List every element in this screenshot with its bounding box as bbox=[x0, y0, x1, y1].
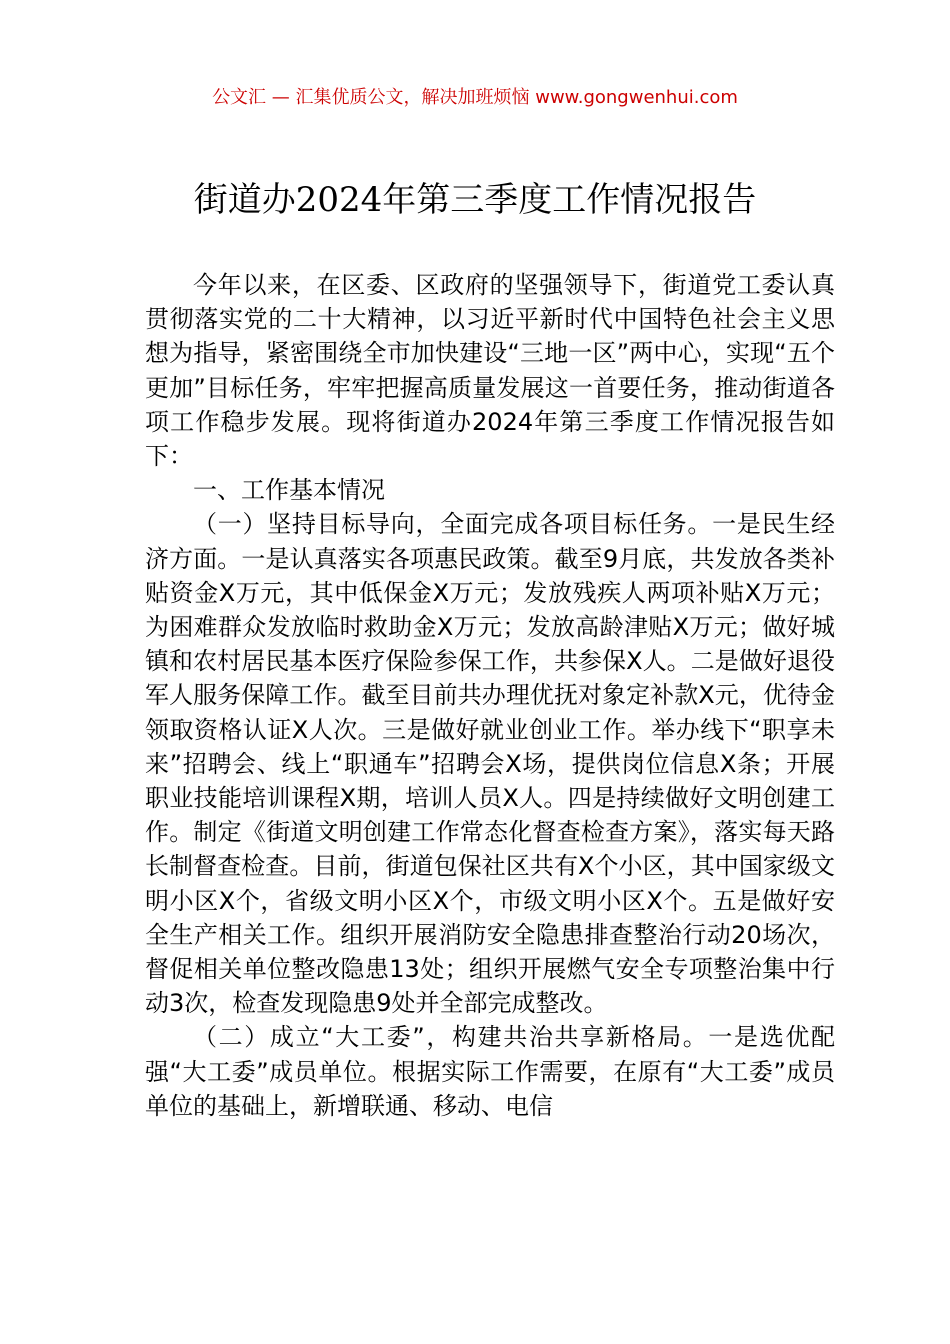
document-title: 街道办2024年第三季度工作情况报告 bbox=[193, 180, 757, 220]
document-body bbox=[145, 268, 835, 1123]
subsection-paragraph-2: （二）成立“大工委”，构建共治共享新格局。一是选优配强“大工委”成员单位。根据实际工作需要，在原有“大工委”成员单位的基础上，新增联通、移动、电信 bbox=[145, 1023, 835, 1120]
intro-paragraph: 今年以来，在区委、区政府的坚强领导下，街道党工委认真贯彻落实党的二十大精神，以习近平新时代中国特色社会主义思想为指导，紧密围绕全市加快建设“三地一区”两中心，实现“五个更加”目标任务，牢牢把握高质量发展这一首要任务，推动街道各项工作稳步发展。现将街道办2024年第三季度工作情况报告如下： bbox=[145, 271, 835, 471]
section-heading: 一、工作基本情况 bbox=[193, 476, 385, 505]
subsection-paragraph-1: （一）坚持目标导向，全面完成各项目标任务。一是民生经济方面。一是认真落实各项惠民政策。截至9月底，共发放各类补贴资金X万元，其中低保金X万元；发放残疾人两项补贴X万元；为困难群众发放临时救助金X万元；发放高龄津贴X万元；做好城镇和农村居民基本医疗保险参保工作，共参保X人。二是做好退役军人服务保障工作。截至目前共办理优抚对象定补款X元，优待金领取资格认证X人次。三是做好就业创业工作。举办线下“职享未来”招聘会、线上“职通车”招聘会X场，提供岗位信息X条；开展职业技能培训课程X期，培训人员X人。四是持续做好文明创建工作。制定《街道文明创建工作常态化督查检查方案》，落实每天路长制督查检查。目前，街道包保社区共有X个小区，其中国家级文明小区X个，省级文明小区X个，市级文明小区X个。五是做好安全生产相关工作。组织开展消防安全隐患排查整治行动20场次，督促相关单位整改隐患13处；组织开展燃气安全专项整治集中行动3次，检查发现隐患9处并全部完成整改。 bbox=[145, 510, 835, 1018]
site-header-banner: 公文汇 — 汇集优质公文，解决加班烦恼 www.gongwenhui.com bbox=[212, 87, 738, 108]
